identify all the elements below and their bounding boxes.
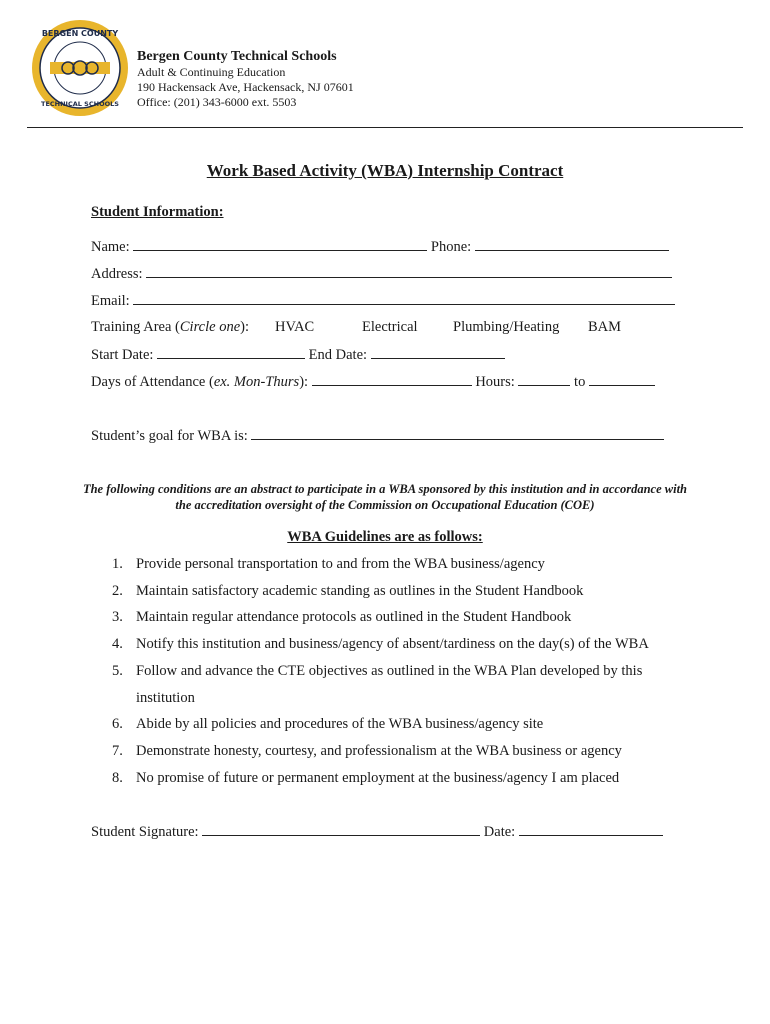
phone-field[interactable] [475,238,669,251]
logo-text-top: BERGEN COUNTY [41,29,119,38]
phone-label: Phone: [430,239,472,255]
address-label: Address: [91,266,143,282]
address-row [91,265,672,283]
start-date-field[interactable] [157,346,305,359]
days-label: Days of Attendance (ex. Mon-Thurs): [91,374,309,390]
name-field[interactable] [133,238,427,251]
signature-date-field[interactable] [519,823,663,836]
name-label: Name: [91,239,130,255]
org-address: 190 Hackensack Ave, Hackensack, NJ 07601 [137,80,354,94]
signature-date-label: Date: [483,824,516,840]
guidelines-heading: WBA Guidelines are as follows: [287,529,483,545]
guideline-item: 2. Maintain satisfactory academic standing as outlines in the Student Handbook [112,583,584,599]
attendance-row [91,373,655,391]
org-office: Office: (201) 343-6000 ext. 5503 [137,95,297,109]
goal-label: Student’s goal for WBA is: [91,428,248,444]
end-date-field[interactable] [371,346,505,359]
email-field[interactable] [133,292,675,305]
training-option-hvac[interactable]: HVAC [275,319,315,335]
dates-row [91,346,505,364]
guideline-item-continued: institution [136,690,195,706]
letterhead [137,48,354,110]
goal-row [91,427,664,445]
conditions-notice: The following conditions are an abstract to participate in a WBA sponsored by this institution and in accordance with the accreditation oversight of the Commission on Occupational Education (COE) [82,482,688,512]
signature-label: Student Signature: [91,824,199,840]
student-info-heading: Student Information: [91,204,224,220]
end-date-label: End Date: [308,347,368,363]
training-option-bam[interactable]: BAM [588,319,622,335]
page-title: Work Based Activity (WBA) Internship Contract [206,161,564,180]
training-option-plumbing[interactable]: Plumbing/Heating [453,319,560,335]
guideline-item: 5. Follow and advance the CTE objectives as outlined in the WBA Plan developed by this [112,663,643,679]
guideline-item: 7. Demonstrate honesty, courtesy, and professionalism at the WBA business or agency [112,743,622,759]
bcts-logo [30,18,130,118]
signature-row [91,823,663,841]
signature-field[interactable] [202,823,480,836]
email-label: Email: [91,293,130,309]
dept-name: Adult & Continuing Education [137,65,286,79]
org-name: Bergen County Technical Schools [137,49,337,64]
hours-label: Hours: [475,374,515,390]
start-date-label: Start Date: [91,347,154,363]
guideline-item: 3. Maintain regular attendance protocols as outlined in the Student Handbook [112,609,572,625]
logo-text-bottom: TECHNICAL SCHOOLS [41,100,119,108]
training-area-label: Training Area (Circle one): [91,319,249,335]
guideline-item: 1. Provide personal transportation to and from the WBA business/agency [112,556,545,572]
guideline-item: 4. Notify this institution and business/agency of absent/tardiness on the day(s) of the WBA [112,636,649,652]
address-field[interactable] [146,265,672,278]
days-field[interactable] [312,373,472,386]
guideline-item: 8. No promise of future or permanent employment at the business/agency I am placed [112,770,620,786]
training-option-electrical[interactable]: Electrical [362,319,418,335]
guideline-item: 6. Abide by all policies and procedures of the WBA business/agency site [112,716,544,732]
email-row [91,292,675,310]
hours-to-field[interactable] [589,373,655,386]
goal-field[interactable] [251,427,664,440]
header-rule [27,127,743,128]
name-phone-row [91,238,669,256]
to-label: to [574,374,586,390]
hours-from-field[interactable] [518,373,570,386]
